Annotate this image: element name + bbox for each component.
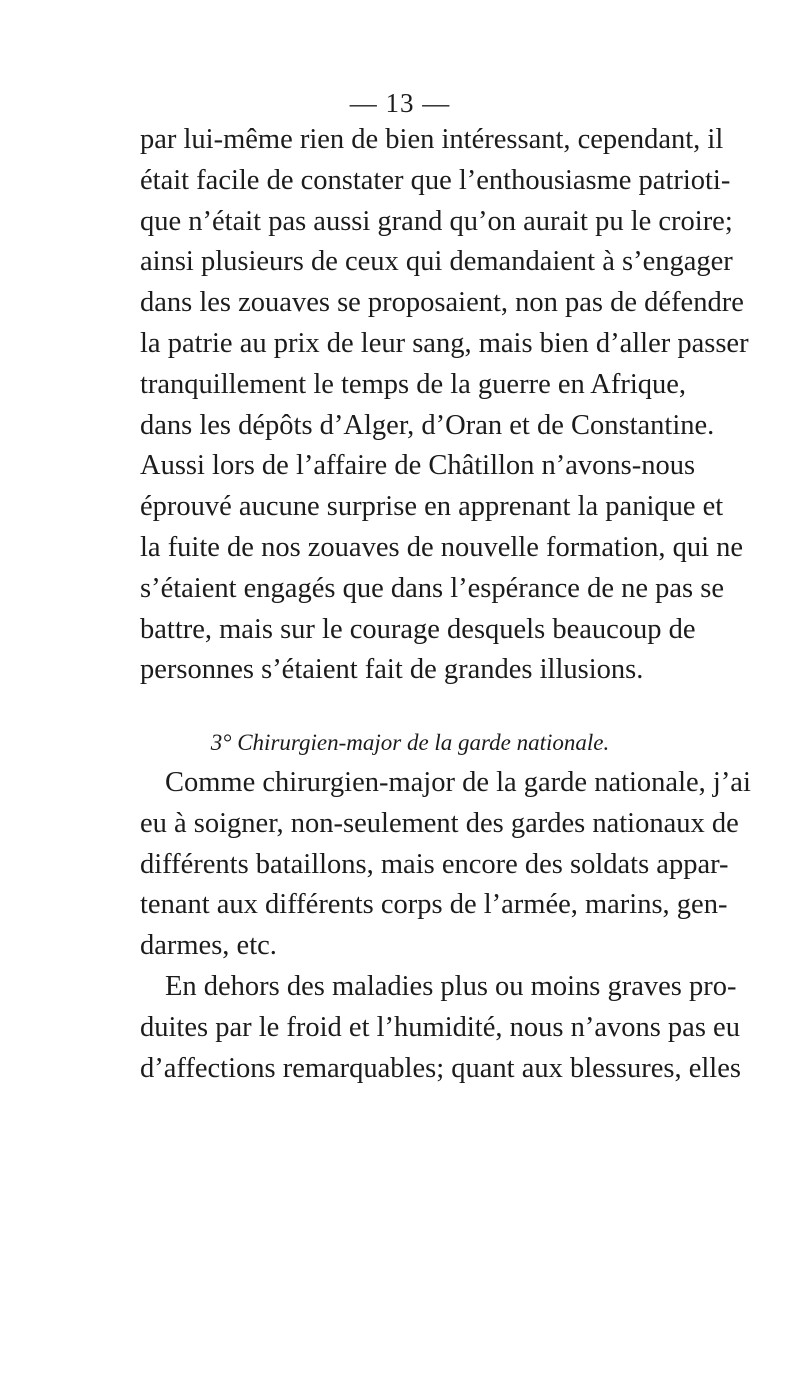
section-heading: 3° Chirurgien-major de la garde nationale. (210, 730, 610, 755)
paragraph-1 (140, 120, 749, 691)
text-line: que n’était pas aussi grand qu’on aurait pu le croire; (140, 205, 733, 237)
text-line: différents bataillons, mais encore des soldats appar- (140, 848, 729, 880)
text-line: tranquillement le temps de la guerre en Afrique, (140, 368, 687, 400)
page-number: — 13 — (349, 88, 451, 118)
text-line: dans les dépôts d’Alger, d’Oran et de Constantine. (140, 409, 715, 441)
text-line: personnes s’étaient fait de grandes illusions. (140, 654, 644, 686)
text-line: ainsi plusieurs de ceux qui demandaient à s’engager (140, 246, 733, 278)
text-line: la patrie au prix de leur sang, mais bien d’aller passer (140, 327, 749, 359)
text-line: d’affections remarquables; quant aux blessures, elles (140, 1052, 741, 1084)
text-line: la fuite de nos zouaves de nouvelle formation, qui ne (140, 531, 744, 563)
text-line: battre, mais sur le courage desquels beaucoup de (140, 613, 696, 645)
text-line: dans les zouaves se proposaient, non pas de défendre (140, 287, 744, 319)
text-line: Comme chirurgien-major de la garde nationale, j’ai (165, 767, 751, 798)
text-line: était facile de constater que l’enthousiasme patrioti- (140, 164, 731, 196)
text-line: tenant aux différents corps de l’armée, marins, gen- (140, 889, 728, 921)
text-line: darmes, etc. (140, 930, 277, 962)
paragraph-2-and-3 (140, 763, 751, 1089)
text-line: éprouvé aucune surprise en apprenant la panique et (140, 491, 724, 523)
text-line: s’étaient engagés que dans l’espérance de ne pas se (140, 572, 724, 604)
text-line: Aussi lors de l’affaire de Châtillon n’avons-nous (140, 450, 696, 482)
text-line: En dehors des maladies plus ou moins graves pro- (165, 970, 737, 1002)
text-line: eu à soigner, non-seulement des gardes nationaux de (140, 807, 739, 839)
text-line: duites par le froid et l’humidité, nous n’avons pas eu (140, 1011, 740, 1043)
text-line: par lui-même rien de bien intéressant, cependant, il (140, 124, 724, 155)
